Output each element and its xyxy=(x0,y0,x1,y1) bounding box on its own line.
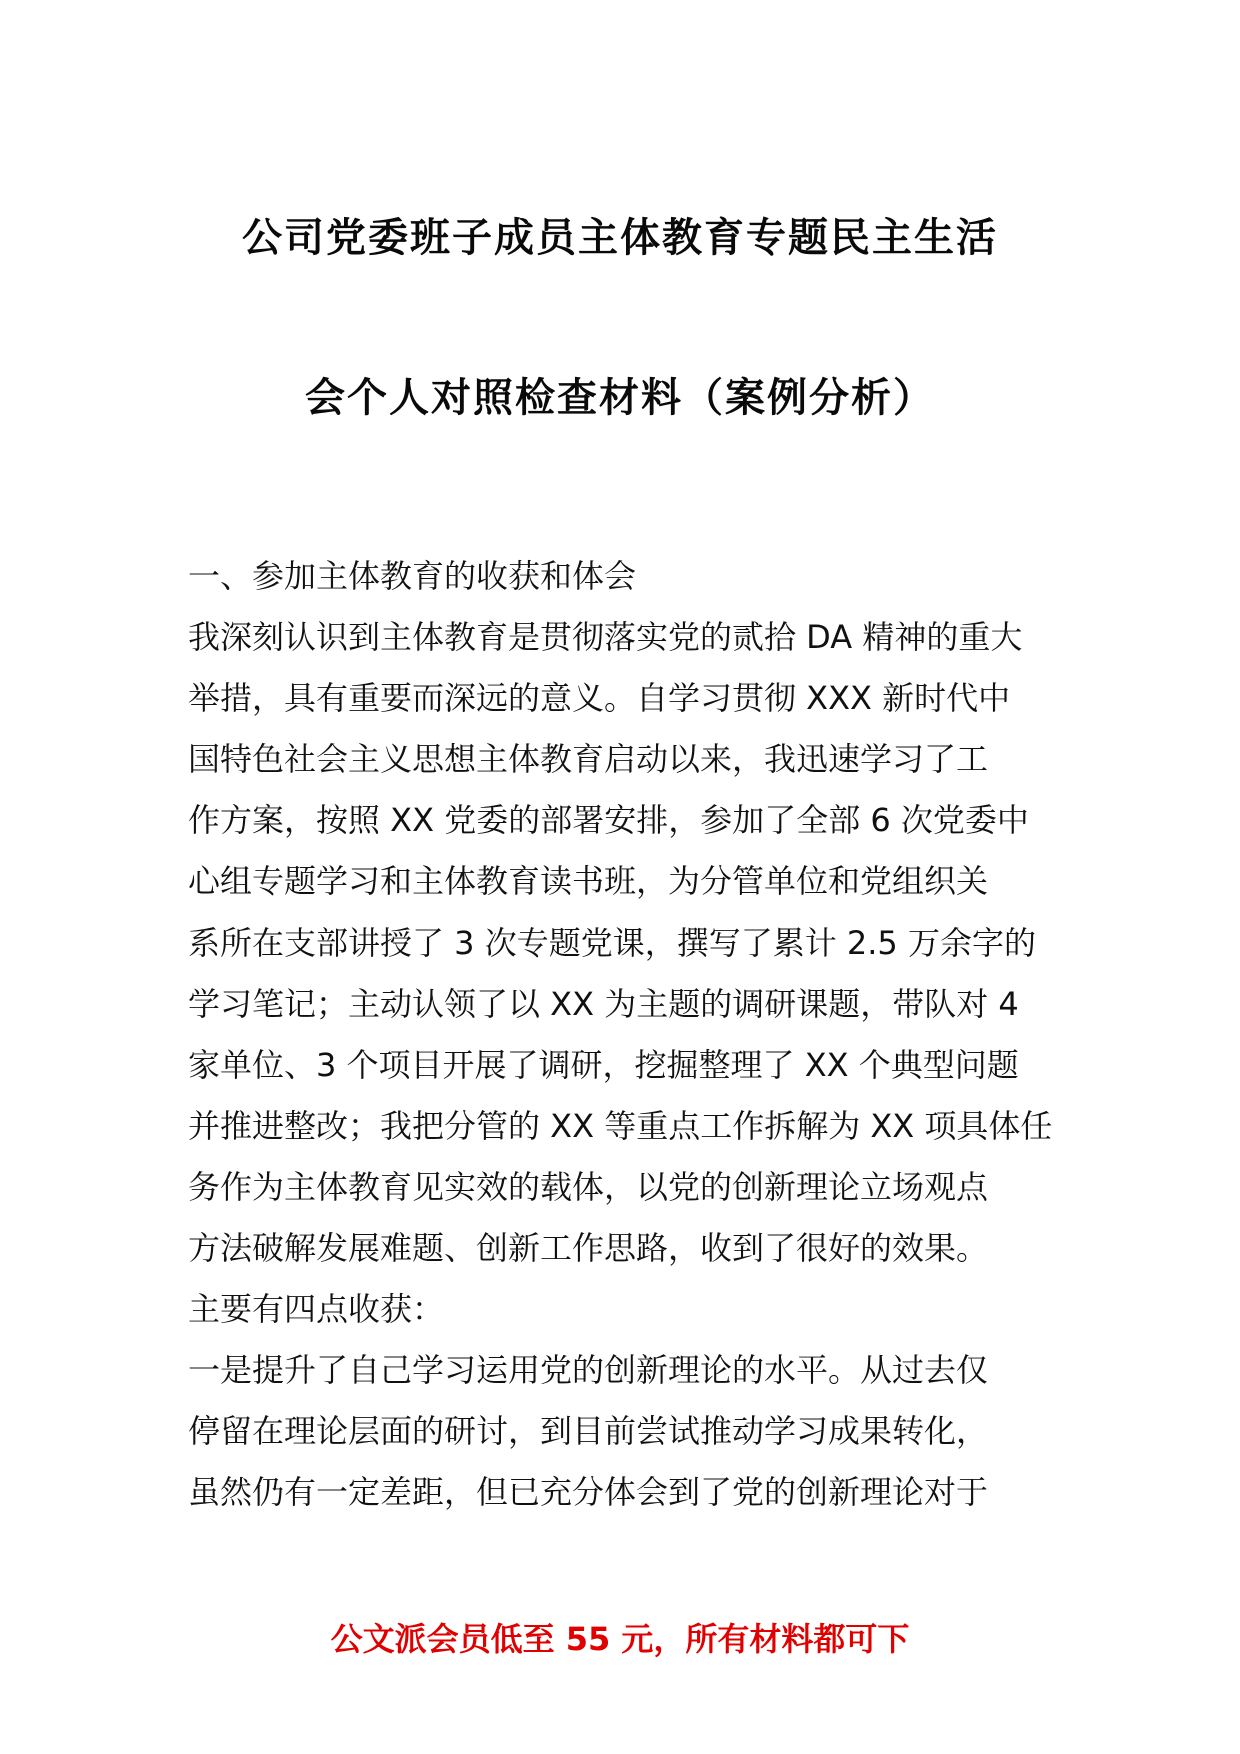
body-line: 作方案，按照 XX 党委的部署安排，参加了全部 6 次党委中 xyxy=(188,801,1029,840)
body-line: 务作为主体教育见实效的载体，以党的创新理论立场观点 xyxy=(188,1167,989,1206)
body-line: 停留在理论层面的研讨，到目前尝试推动学习成果转化， xyxy=(188,1412,989,1451)
body-line: 我深刻认识到主体教育是贯彻落实党的贰拾 DA 精神的重大 xyxy=(188,618,1023,657)
body-line: 心组专题学习和主体教育读书班，为分管单位和党组织关 xyxy=(188,862,989,901)
body-line: 方法破解发展难题、创新工作思路，收到了很好的效果。 xyxy=(188,1229,989,1268)
body-line: 家单位、3 个项目开展了调研，挖掘整理了 XX 个典型问题 xyxy=(188,1045,1019,1084)
section-heading: 一、参加主体教育的收获和体会 xyxy=(188,557,637,595)
document-title-line-2: 会个人对照检查材料（案例分析） xyxy=(305,375,935,421)
document-body xyxy=(188,546,1060,1524)
body-line: 一是提升了自己学习运用党的创新理论的水平。从过去仅 xyxy=(188,1351,989,1390)
document-title-line-1: 公司党委班子成员主体教育专题民主生活 xyxy=(242,215,998,261)
promo-footer-text: 公文派会员低至 55 元，所有材料都可下 xyxy=(330,1620,910,1658)
body-line: 国特色社会主义思想主体教育启动以来，我迅速学习了工 xyxy=(188,740,989,779)
body-line: 虽然仍有一定差距，但已充分体会到了党的创新理论对于 xyxy=(188,1473,989,1512)
body-line: 学习笔记；主动认领了以 XX 为主题的调研课题，带队对 4 xyxy=(188,984,1019,1023)
body-line: 并推进整改；我把分管的 XX 等重点工作拆解为 XX 项具体任 xyxy=(188,1106,1053,1145)
body-line: 主要有四点收获： xyxy=(188,1290,445,1329)
body-line: 举措，具有重要而深远的意义。自学习贯彻 XXX 新时代中 xyxy=(188,679,1011,718)
body-line: 系所在支部讲授了 3 次专题党课，撰写了累计 2.5 万余字的 xyxy=(188,923,1036,962)
